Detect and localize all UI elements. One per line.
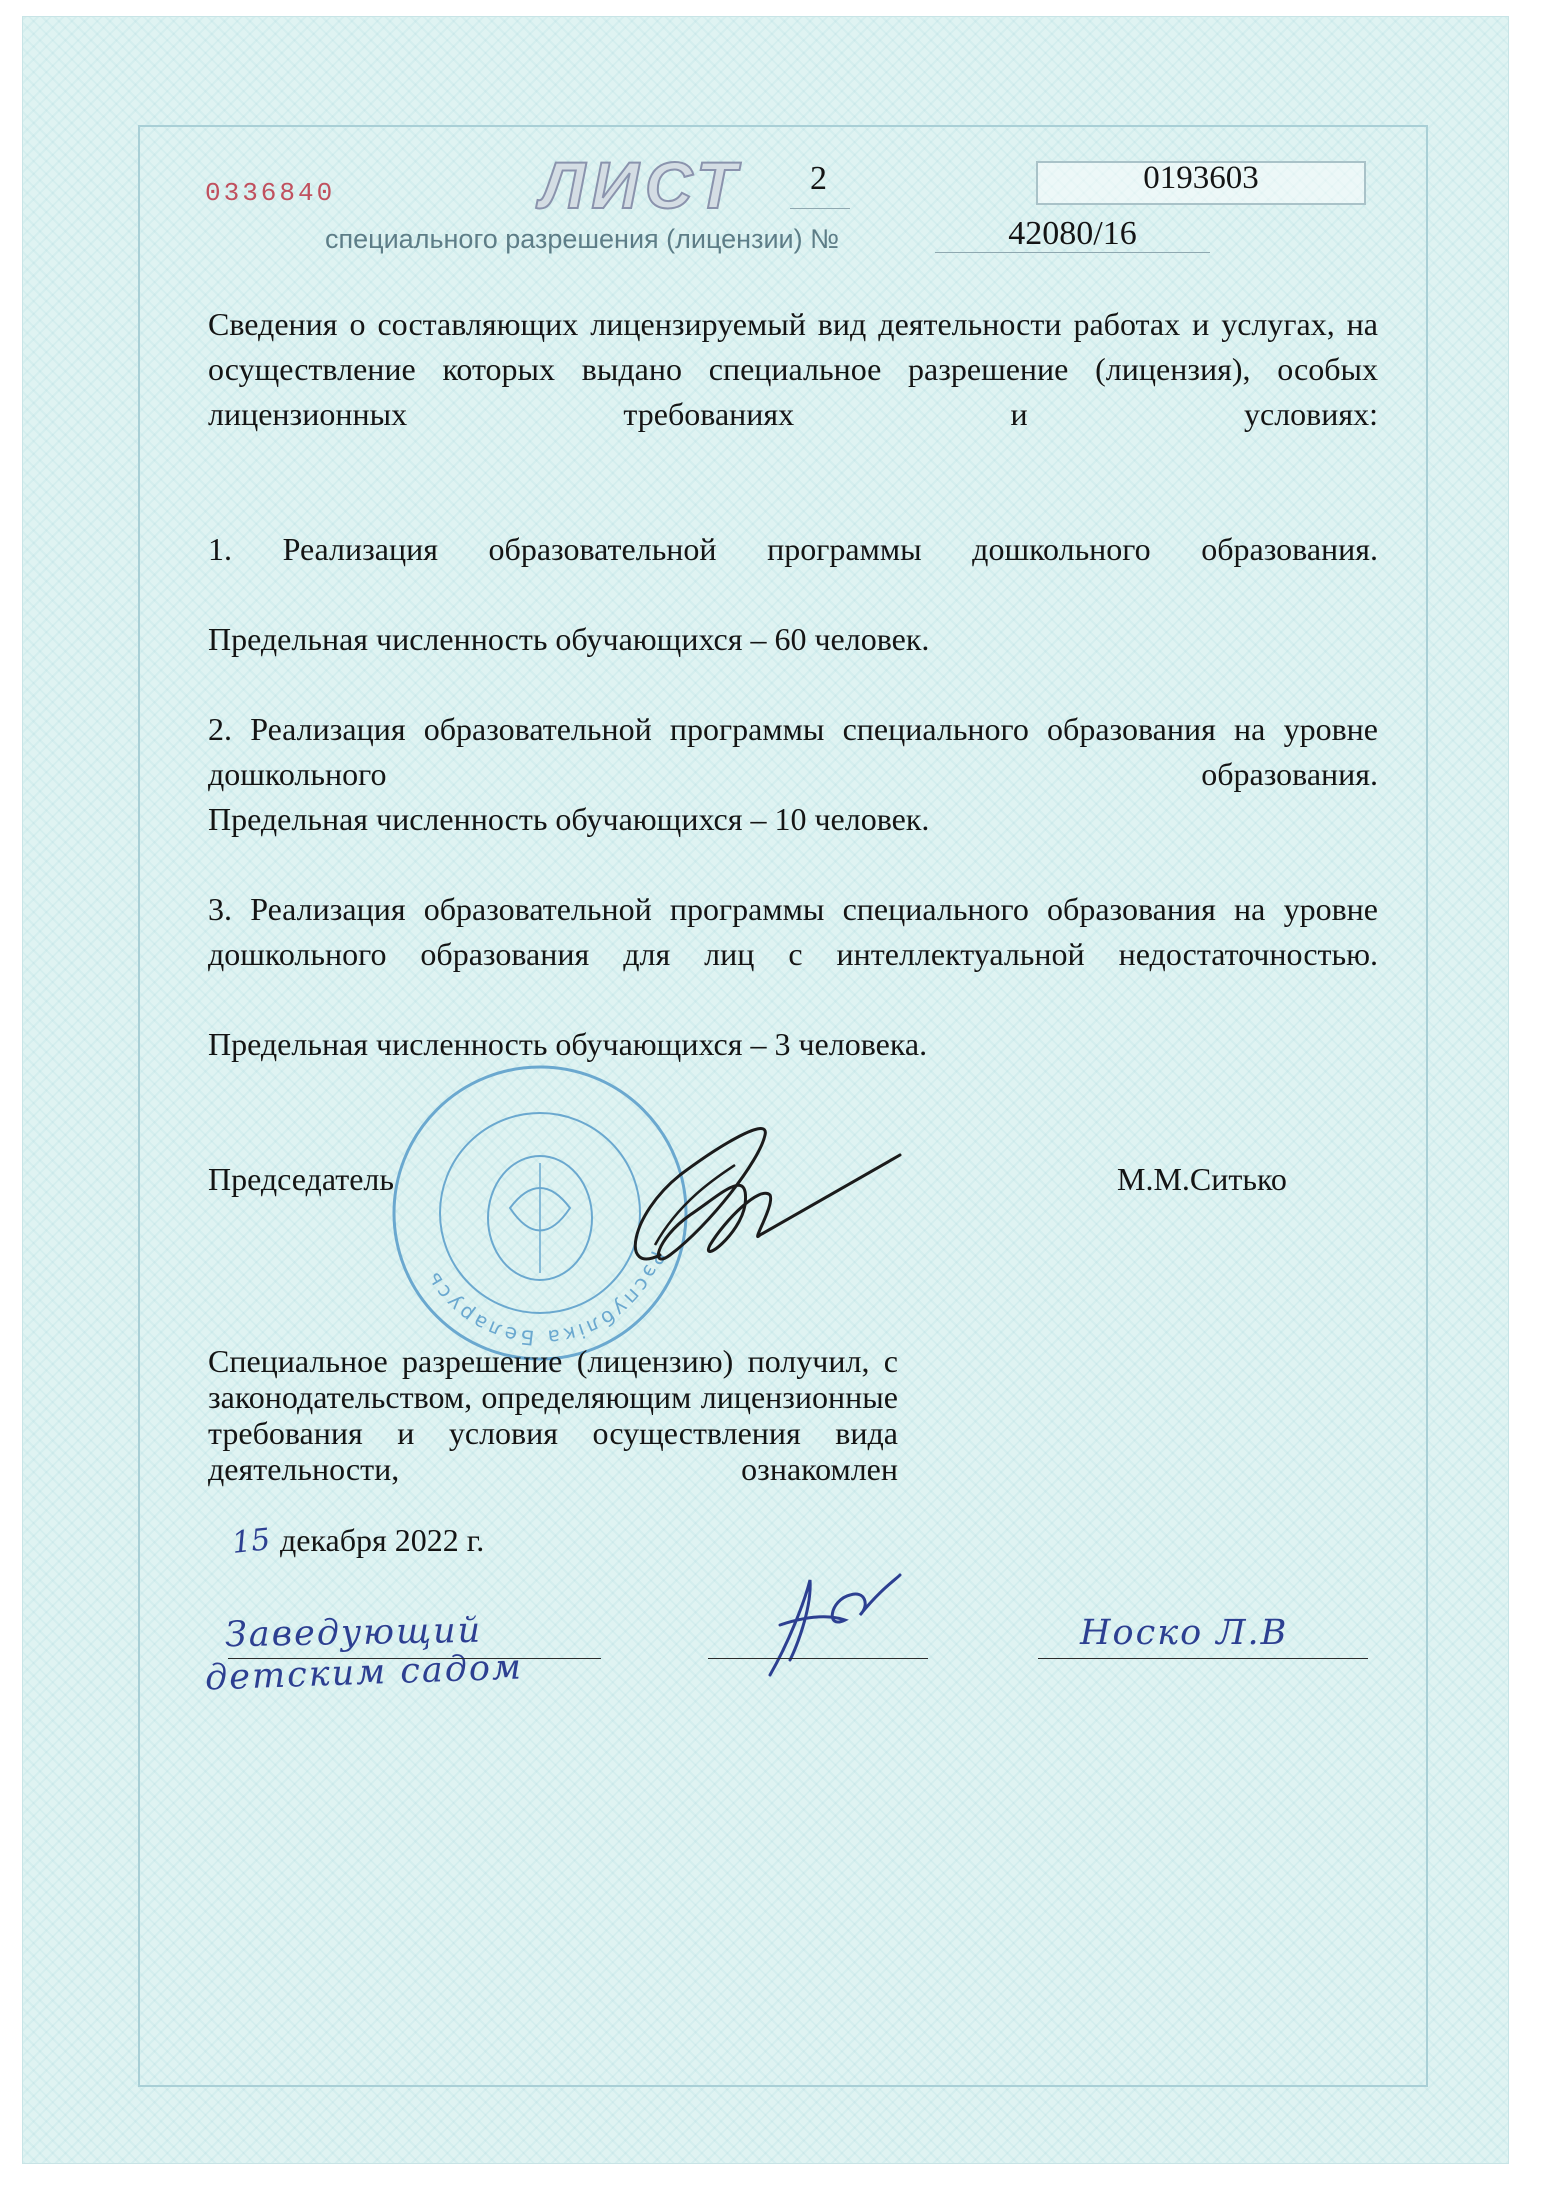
handwritten-position-line1: Заведующий (224, 1610, 483, 1656)
item-3-title: 3. Реализация образовательной программы специального образования на уровне дошкольного образования для лиц с интеллектуальной недостаточностью. (208, 891, 1378, 972)
recipient-signature (750, 1560, 910, 1690)
subtitle: специального разрешения (лицензии) № (325, 224, 840, 254)
chairman-name: М.М.Ситько (1117, 1161, 1287, 1197)
acknowledgement-date: декабря 2022 г. (280, 1522, 485, 1558)
license-number: 42080/16 (1008, 215, 1137, 252)
name-signature-line (1038, 1658, 1368, 1659)
chairman-role: Председатель (208, 1161, 394, 1197)
serial-number: 0336840 (205, 178, 336, 208)
item-2-title: 2. Реализация образовательной программы специального образования на уровне дошкольного образования. (208, 711, 1378, 792)
seal-text: Рэспубліка Беларусь (419, 1247, 671, 1351)
acknowledgement-day-handwritten: 15 (230, 1522, 272, 1561)
sheet-title: ЛИСТ (540, 148, 743, 222)
intro-paragraph: Сведения о составляющих лицензируемый вид деятельности работах и услугах, на осуществление которых выдано специальное разрешение (лицензия), особых лицензионных требованиях и условиях: (208, 306, 1378, 432)
item-3-limit: Предельная численность обучающихся – 3 человека. (208, 1026, 928, 1062)
item-1-title: 1. Реализация образовательной программы дошкольного образования. (208, 531, 1378, 567)
blank-number: 0193603 (1143, 160, 1259, 196)
acknowledgement-text: Специальное разрешение (лицензию) получил, с законодательством, определяющим лицензионные требования и условия осуществления вида деятельности, ознакомлен (208, 1343, 898, 1487)
chairman-signature (560, 1105, 920, 1275)
item-1-limit: Предельная численность обучающихся – 60 человек. (208, 621, 930, 657)
position-signature-line (228, 1658, 601, 1659)
signature-line (708, 1658, 928, 1659)
handwritten-position-line2: детским садом (204, 1647, 524, 1699)
item-2-limit: Предельная численность обучающихся – 10 человек. (208, 801, 930, 837)
handwritten-name: Носко Л.В (1080, 1613, 1289, 1653)
sheet-number-underline (790, 208, 850, 209)
sheet-number: 2 (810, 160, 827, 197)
